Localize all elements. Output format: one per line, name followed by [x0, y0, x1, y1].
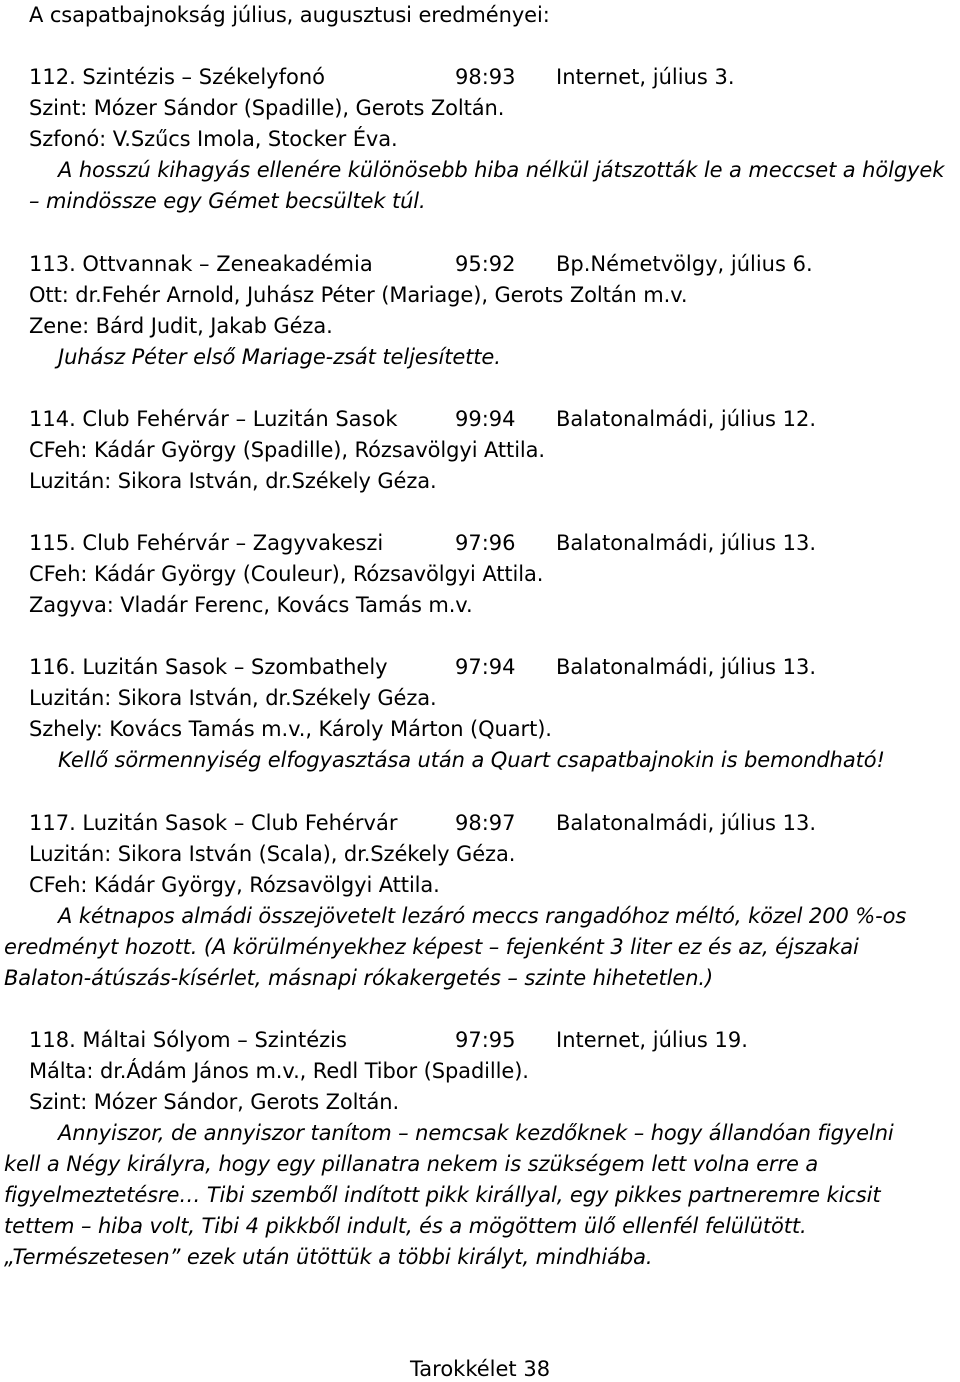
match-location: Balatonalmádi, július 13.: [556, 655, 817, 679]
match-score: 98:93: [455, 65, 516, 89]
team-line: Zagyva: Vladár Ferenc, Kovács Tamás m.v.: [29, 593, 473, 617]
match-header: [0, 406, 960, 432]
comment-line: kell a Négy királyra, hogy egy pillanatra nekem is szükségem lett volna erre a: [4, 1152, 819, 1176]
match-header: [0, 64, 960, 90]
match-location: Balatonalmádi, július 13.: [556, 811, 817, 835]
match-score: 97:94: [455, 655, 516, 679]
match-title: 116. Luzitán Sasok – Szombathely: [29, 655, 388, 679]
team-line: Málta: dr.Ádám János m.v., Redl Tibor (Spadille).: [29, 1059, 529, 1083]
match-header: [0, 654, 960, 680]
comment-line: A kétnapos almádi összejövetelt lezáró meccs rangadóhoz méltó, közel 200 %-os: [58, 904, 907, 928]
match-title: 117. Luzitán Sasok – Club Fehérvár: [29, 811, 398, 835]
comment-line: Juhász Péter első Mariage-zsát teljesítette.: [58, 345, 501, 369]
team-line: Ott: dr.Fehér Arnold, Juhász Péter (Mariage), Gerots Zoltán m.v.: [29, 283, 688, 307]
match-location: Balatonalmádi, július 13.: [556, 531, 817, 555]
heading: A csapatbajnokság július, augusztusi eredményei:: [29, 3, 550, 27]
match-score: 97:96: [455, 531, 516, 555]
comment-line: – mindössze egy Gémet becsültek túl.: [29, 189, 426, 213]
team-line: Szint: Mózer Sándor (Spadille), Gerots Zoltán.: [29, 96, 505, 120]
match-header: [0, 530, 960, 556]
comment-line: A hosszú kihagyás ellenére különösebb hiba nélkül játszották le a meccset a hölgyek: [58, 158, 945, 182]
comment-line: Annyiszor, de annyiszor tanítom – nemcsak kezdőknek – hogy állandóan figyelni: [58, 1121, 894, 1145]
comment-line: figyelmeztetésre… Tibi szemből indított pikk királlyal, egy pikkes partneremre kicsit: [4, 1183, 881, 1207]
team-line: Luzitán: Sikora István, dr.Székely Géza.: [29, 686, 437, 710]
team-line: Szhely: Kovács Tamás m.v., Károly Márton (Quart).: [29, 717, 552, 741]
match-location: Balatonalmádi, július 12.: [556, 407, 817, 431]
team-line: Luzitán: Sikora István, dr.Székely Géza.: [29, 469, 437, 493]
match-location: Internet, július 3.: [556, 65, 735, 89]
team-line: Szfonó: V.Szűcs Imola, Stocker Éva.: [29, 127, 398, 151]
match-score: 98:97: [455, 811, 516, 835]
match-score: 95:92: [455, 252, 516, 276]
match-location: Internet, július 19.: [556, 1028, 748, 1052]
comment-line: „Természetesen” ezek után ütöttük a többi királyt, mindhiába.: [4, 1245, 653, 1269]
match-header: [0, 810, 960, 836]
match-score: 99:94: [455, 407, 516, 431]
comment-line: tettem – hiba volt, Tibi 4 pikkből indult, és a mögöttem ülő ellenfél felülütött.: [4, 1214, 807, 1238]
match-title: 115. Club Fehérvár – Zagyvakeszi: [29, 531, 384, 555]
match-score: 97:95: [455, 1028, 516, 1052]
match-title: 112. Szintézis – Székelyfonó: [29, 65, 325, 89]
comment-line: eredményt hozott. (A körülményekhez képest – fejenként 3 liter ez és az, éjszakai: [4, 935, 859, 959]
match-title: 113. Ottvannak – Zeneakadémia: [29, 252, 373, 276]
team-line: CFeh: Kádár György (Spadille), Rózsavölgyi Attila.: [29, 438, 546, 462]
team-line: Luzitán: Sikora István (Scala), dr.Székely Géza.: [29, 842, 516, 866]
team-line: Zene: Bárd Judit, Jakab Géza.: [29, 314, 333, 338]
match-header: [0, 1027, 960, 1053]
team-line: Szint: Mózer Sándor, Gerots Zoltán.: [29, 1090, 400, 1114]
comment-line: Kellő sörmennyiség elfogyasztása után a Quart csapatbajnokin is bemondható!: [58, 748, 885, 772]
comment-line: Balaton-átúszás-kísérlet, másnapi rókakergetés – szinte hihetetlen.): [4, 966, 714, 990]
match-title: 114. Club Fehérvár – Luzitán Sasok: [29, 407, 398, 431]
match-header: [0, 251, 960, 277]
page-footer: Tarokkélet 38: [409, 1357, 551, 1381]
match-title: 118. Máltai Sólyom – Szintézis: [29, 1028, 347, 1052]
match-location: Bp.Németvölgy, július 6.: [556, 252, 813, 276]
team-line: CFeh: Kádár György (Couleur), Rózsavölgyi Attila.: [29, 562, 544, 586]
team-line: CFeh: Kádár György, Rózsavölgyi Attila.: [29, 873, 440, 897]
